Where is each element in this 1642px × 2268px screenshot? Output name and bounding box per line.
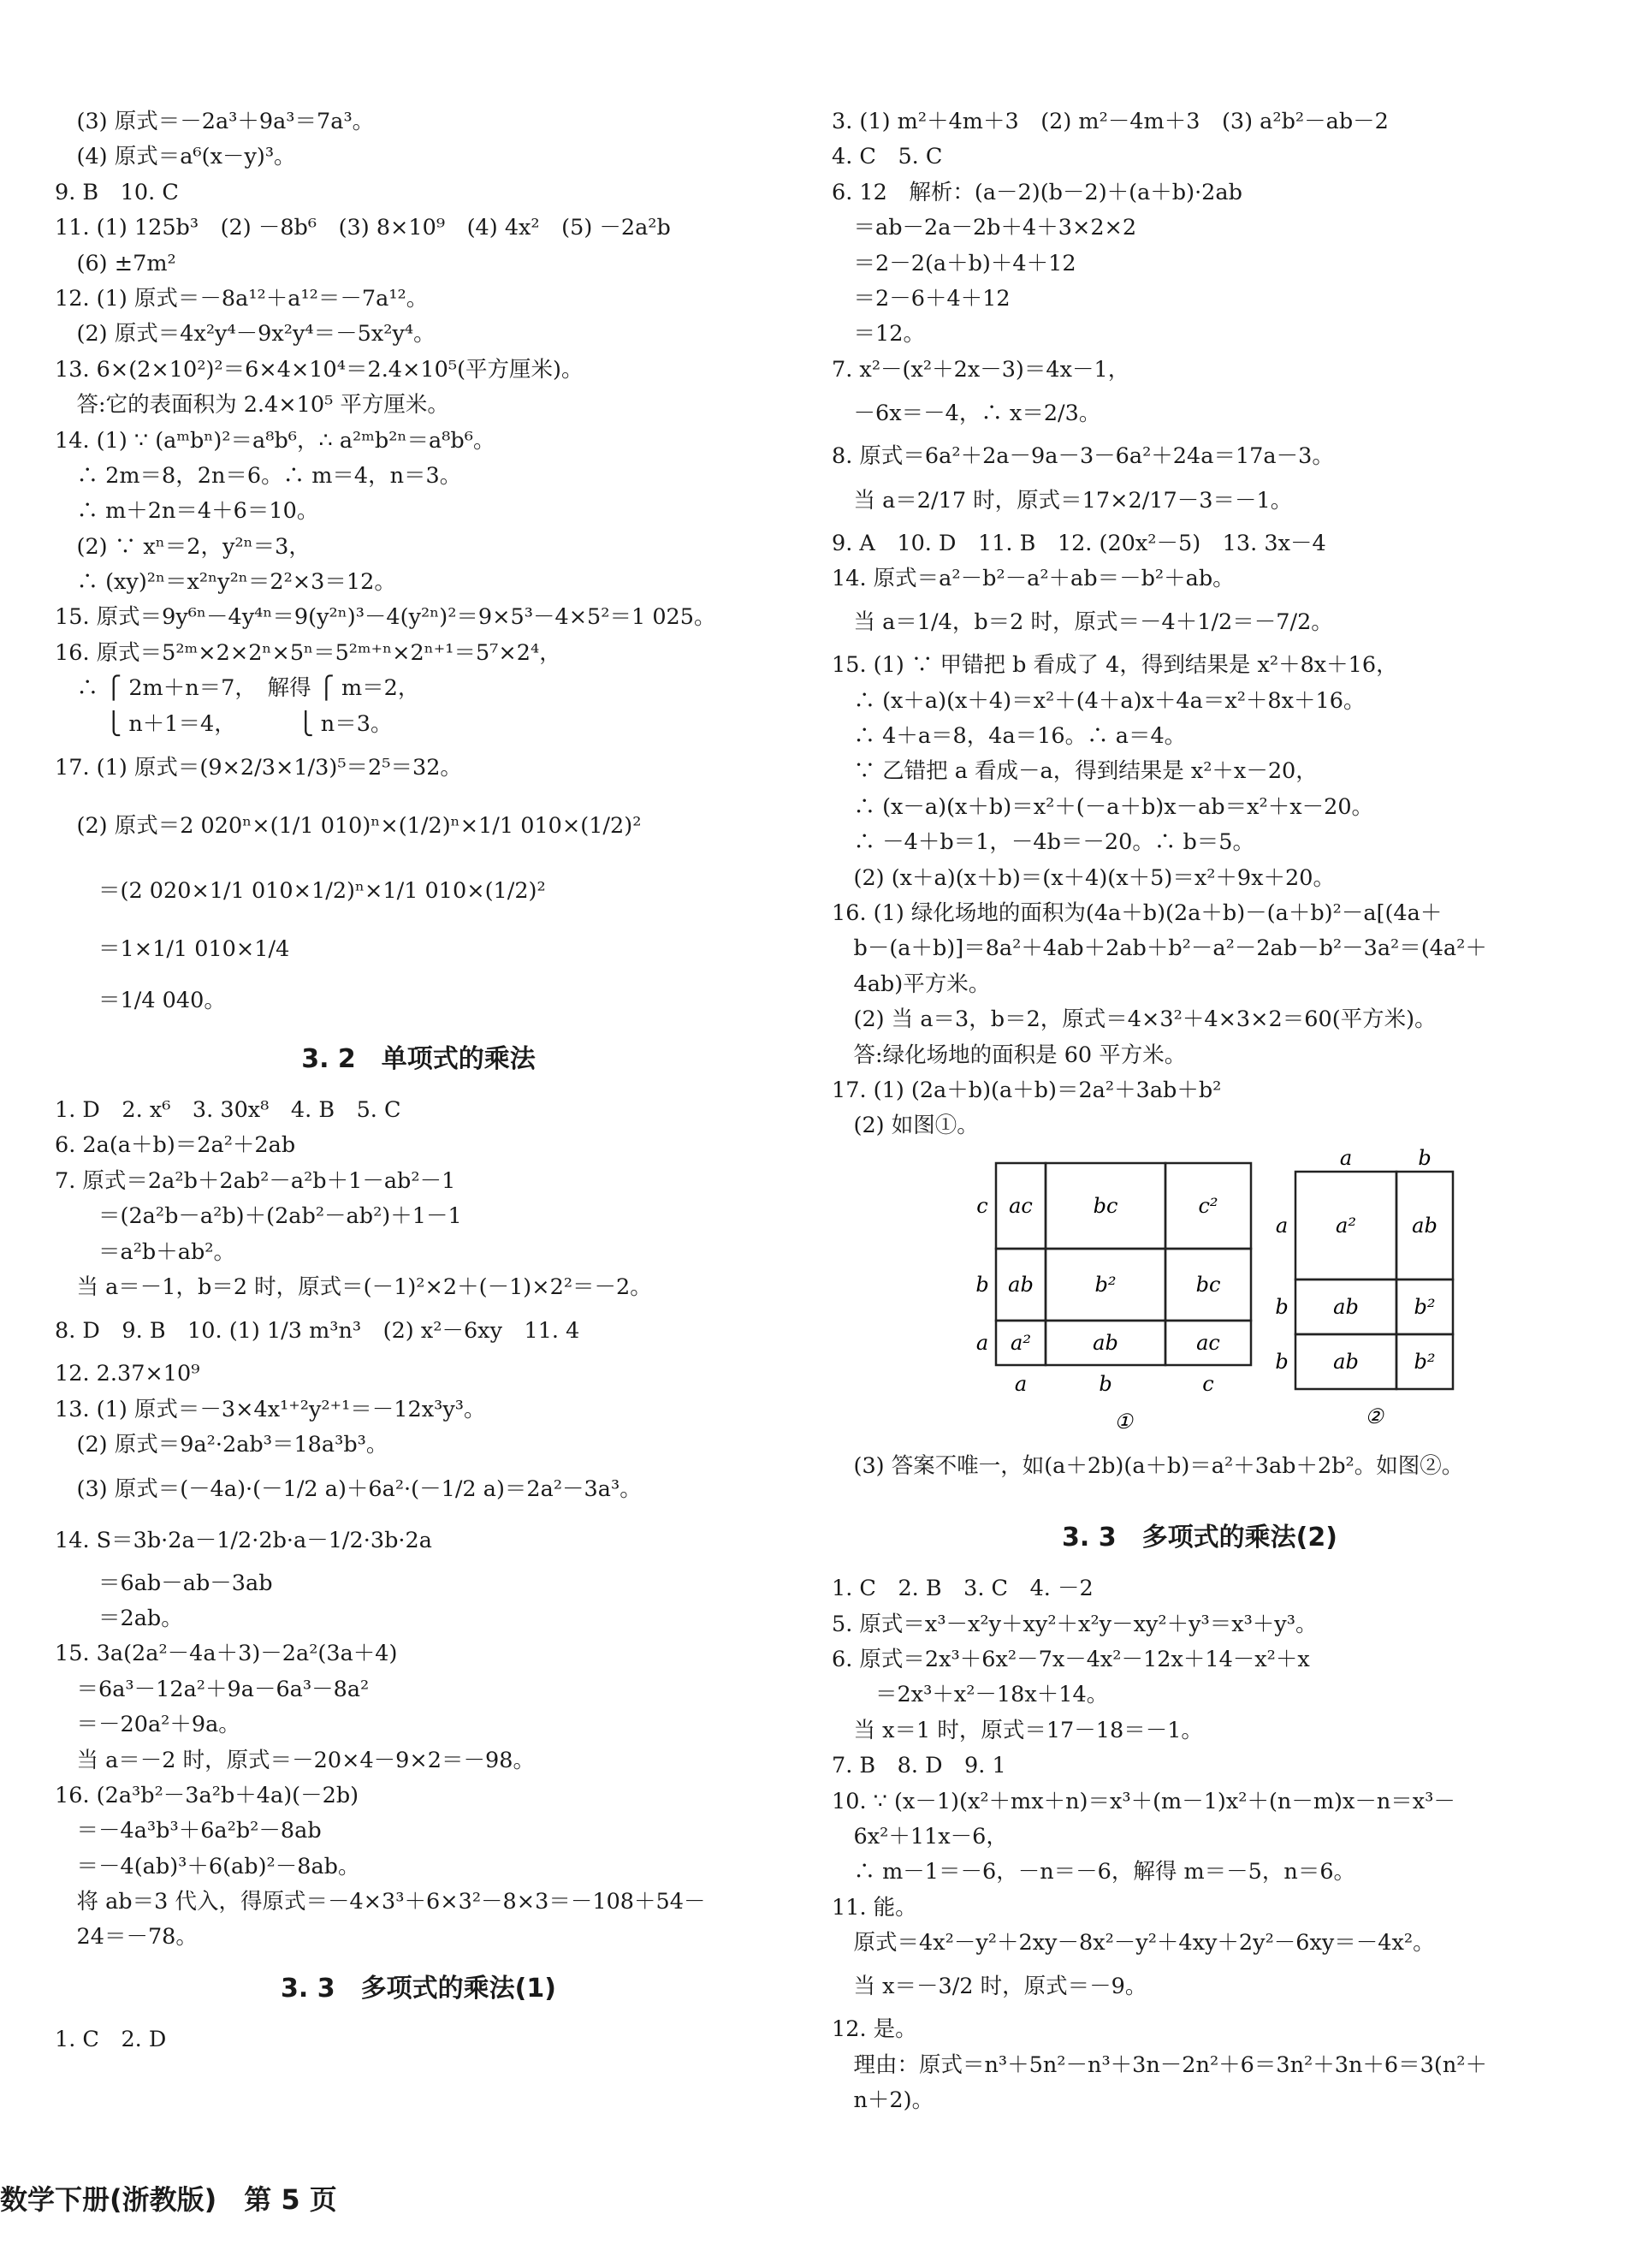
answer-line: －6x＝－4，∴ x＝2/3。 xyxy=(832,401,1101,427)
answer-line: ⎩ n＋1＝4， ⎩ n＝3。 xyxy=(55,710,393,737)
answer-line: 7. B 8. D 9. 1 xyxy=(832,1753,1006,1779)
answer-line: ＝ab－2a－2b＋4＋3×2×2 xyxy=(832,215,1137,241)
answer-line: ∴ (x－a)(x＋b)＝x²＋(－a＋b)x－ab＝x²＋x－20。 xyxy=(832,793,1374,820)
answer-line: ∴ 2m＝8，2n＝6。∴ m＝4，n＝3。 xyxy=(55,462,462,489)
answer-line: 答:它的表面积为 2.4×10⁵ 平方厘米。 xyxy=(55,392,449,419)
answer-line: 将 ab＝3 代入，得原式＝－4×3³＋6×3²－8×3＝－108＋54－ xyxy=(55,1889,706,1915)
answer-line: ∴ m－1＝－6，－n＝－6，解得 m＝－5，n＝6。 xyxy=(832,1859,1356,1885)
answer-line: ＝2ab。 xyxy=(55,1605,183,1631)
answer-line: 12. (1) 原式＝－8a¹²＋a¹²＝－7a¹²。 xyxy=(55,285,429,312)
fig1-cell-label: b² xyxy=(1094,1272,1117,1297)
answer-line: 7. 原式＝2a²b＋2ab²－a²b＋1－ab²－1 xyxy=(55,1167,456,1194)
answer-line: 8. 原式＝6a²＋2a－9a－3－6a²＋24a＝17a－3。 xyxy=(832,443,1334,470)
fig1-side-label: b xyxy=(975,1272,989,1297)
fig1-bottom-label: a xyxy=(1014,1371,1028,1396)
answer-line: ∴ (x＋a)(x＋4)＝x²＋(4＋a)x＋4a＝x²＋8x＋16。 xyxy=(832,687,1366,714)
answer-line: 1. C 2. B 3. C 4. －2 xyxy=(832,1576,1094,1602)
answer-line: ＝(2a²b－a²b)＋(2ab²－ab²)＋1－1 xyxy=(55,1203,462,1230)
answer-line: ＝2－2(a＋b)＋4＋12 xyxy=(832,250,1076,276)
fig2-cell-label: ab xyxy=(1333,1349,1359,1374)
answer-line: 24＝－78。 xyxy=(55,1924,198,1950)
answer-line: 3. (1) m²＋4m＋3 (2) m²－4m＋3 (3) a²b²－ab－2 xyxy=(832,109,1389,134)
answer-line: 16. (1) 绿化场地的面积为(4a＋b)(2a＋b)－(a＋b)²－a[(4a＋ xyxy=(832,900,1443,927)
answer-line: ＝1×1/1 010×1/4 xyxy=(55,936,290,963)
answer-line: 6. 2a(a＋b)＝2a²＋2ab xyxy=(55,1132,296,1159)
answer-line: 4. C 5. C xyxy=(832,144,943,170)
answer-line: ＝1/4 040。 xyxy=(55,988,226,1014)
answer-line: ＝6a³－12a²＋9a－6a³－8a² xyxy=(55,1676,370,1702)
answer-line: ＝－20a²＋9a。 xyxy=(55,1712,240,1738)
answer-line: 1. D 2. x⁶ 3. 30x⁸ 4. B 5. C xyxy=(55,1097,401,1124)
answer-line: 8. D 9. B 10. (1) 1/3 m³n³ (2) x²－6xy 11. 4 xyxy=(55,1318,580,1345)
fig1-cell-label: ac xyxy=(1009,1193,1033,1218)
fig2-cell-label: ab xyxy=(1412,1213,1437,1238)
answer-line: 15. 3a(2a²－4a＋3)－2a²(3a＋4) xyxy=(55,1641,398,1667)
answer-line: ＝－4a³b³＋6a²b²－8ab xyxy=(55,1818,322,1844)
answer-line: ∴ (xy)²ⁿ＝x²ⁿy²ⁿ＝2²×3＝12。 xyxy=(55,569,396,596)
answer-line: (6) ±7m² xyxy=(55,250,176,276)
area-figures xyxy=(832,1144,1568,1449)
answer-line: 1. C 2. D xyxy=(55,2026,167,2052)
answer-line: 12. 是。 xyxy=(832,2016,917,2043)
answer-line: 当 a＝－1，b＝2 时，原式＝(－1)²×2＋(－1)×2²＝－2。 xyxy=(55,1274,652,1300)
answer-line: 理由：原式＝n³＋5n²－n³＋3n－2n²＋6＝3n²＋3n＋6＝3(n²＋ xyxy=(832,2051,1487,2078)
answer-line: ＝a²b＋ab²。 xyxy=(55,1238,235,1265)
fig2-cell-label: b² xyxy=(1414,1294,1436,1319)
section-title: 3. 2 单项式的乘法 xyxy=(301,1044,536,1075)
answer-line: (3) 原式＝(－4a)·(－1/2 a)＋6a²·(－1/2 a)＝2a²－3a³。 xyxy=(55,1475,642,1502)
answer-line: (2) 当 a＝3，b＝2，原式＝4×3²＋4×3×2＝60(平方米)。 xyxy=(832,1006,1437,1033)
fig2-side-label: b xyxy=(1275,1294,1289,1319)
figure-area xyxy=(832,1144,1568,1449)
answer-line: 15. 原式＝9y⁶ⁿ－4y⁴ⁿ＝9(y²ⁿ)³－4(y²ⁿ)²＝9×5³－4×5²＝1 025。 xyxy=(55,604,716,631)
fig1-cell-label: ac xyxy=(1196,1330,1220,1355)
answer-line: ＝2－6＋4＋12 xyxy=(832,285,1011,312)
answer-line: (2) 原式＝9a²·2ab³＝18a³b³。 xyxy=(55,1432,388,1458)
answer-line: (2) 原式＝4x²y⁴－9x²y⁴＝－5x²y⁴。 xyxy=(55,321,436,347)
answer-line: (2) 原式＝2 020ⁿ×(1/1 010)ⁿ×(1/2)ⁿ×1/1 010×(1/2)² xyxy=(55,813,642,840)
answer-line: 17. (1) (2a＋b)(a＋b)＝2a²＋3ab＋b² xyxy=(832,1077,1222,1103)
fig2-side-label: a xyxy=(1275,1213,1289,1238)
answer-line: 6. 原式＝2x³＋6x²－7x－4x²－12x＋14－x²＋x xyxy=(832,1646,1310,1672)
answer-line: 14. S＝3b·2a－1/2·2b·a－1/2·3b·2a xyxy=(55,1527,432,1553)
answer-line: 15. (1) ∵ 甲错把 b 看成了 4，得到结果是 x²＋8x＋16， xyxy=(832,652,1398,679)
fig2-cell-label: a² xyxy=(1336,1213,1356,1238)
answer-line: 11. (1) 125b³ (2) －8b⁶ (3) 8×10⁹ (4) 4x² (5) －2a²b xyxy=(55,215,671,241)
section-title: 3. 3 多项式的乘法(1) xyxy=(281,1973,556,2004)
answer-line: 6x²＋11x－6， xyxy=(832,1823,1008,1849)
answer-line: 16. 原式＝5²ᵐ×2×2ⁿ×5ⁿ＝5²ᵐ⁺ⁿ×2ⁿ⁺¹＝5⁷×2⁴， xyxy=(55,639,561,666)
answer-line: 当 x＝－3/2 时，原式＝－9。 xyxy=(832,1974,1147,2000)
fig1-bottom-label: b xyxy=(1099,1371,1112,1396)
answer-line: (2) (x＋a)(x＋b)＝(x＋4)(x＋5)＝x²＋9x＋20。 xyxy=(832,864,1335,891)
answer-line: 6. 12 解析：(a－2)(b－2)＋(a＋b)·2ab xyxy=(832,179,1242,205)
answer-line: (2) 如图①。 xyxy=(832,1113,979,1139)
fig1-cell-label: ab xyxy=(1008,1272,1034,1297)
fig2-top-label: b xyxy=(1418,1145,1432,1170)
answer-line: 当 a＝2/17 时，原式＝17×2/17－3＝－1。 xyxy=(832,487,1293,514)
page-footer: 数学下册(浙教版) 第 5 页 xyxy=(0,2183,337,2216)
fig1-side-label: a xyxy=(975,1330,989,1355)
fig2-caption: ② xyxy=(1365,1404,1384,1428)
answer-line: 当 x＝1 时，原式＝17－18＝－1。 xyxy=(832,1717,1203,1743)
fig1-cell-label: bc xyxy=(1195,1272,1221,1297)
answer-line: 当 a＝1/4，b＝2 时，原式＝－4＋1/2＝－7/2。 xyxy=(832,609,1333,636)
answer-line: 13. (1) 原式＝－3×4x¹⁺²y²⁺¹＝－12x³y³。 xyxy=(55,1396,486,1422)
answer-line: 7. x²－(x²＋2x－3)＝4x－1， xyxy=(832,356,1130,383)
fig1-cell-label: ab xyxy=(1093,1330,1118,1355)
answer-line: 9. B 10. C xyxy=(55,179,179,205)
section-title: 3. 3 多项式的乘法(2) xyxy=(1062,1523,1337,1553)
answer-line: 答:绿化场地的面积是 60 平方米。 xyxy=(832,1042,1187,1068)
fig1-side-label: c xyxy=(976,1193,988,1218)
answer-line: (3) 答案不唯一，如(a＋2b)(a＋b)＝a²＋3ab＋2b²。如图②。 xyxy=(832,1452,1464,1479)
answer-line: ∴ ⎧ 2m＋n＝7， 解得 ⎧ m＝2， xyxy=(55,675,420,702)
answer-line: ＝－4(ab)³＋6(ab)²－8ab。 xyxy=(55,1853,360,1879)
answer-line: 11. 能。 xyxy=(832,1894,917,1921)
answer-line: 13. 6×(2×10²)²＝6×4×10⁴＝2.4×10⁵(平方厘米)。 xyxy=(55,356,584,383)
answer-line: 14. (1) ∵ (aᵐbⁿ)²＝a⁸b⁶，∴ a²ᵐb²ⁿ＝a⁸b⁶。 xyxy=(55,427,495,454)
answer-line: 12. 2.37×10⁹ xyxy=(55,1361,200,1387)
fig2-top-label: a xyxy=(1339,1145,1353,1170)
fig1-cell-label: bc xyxy=(1093,1193,1118,1218)
answer-line: (2) ∵ xⁿ＝2，y²ⁿ＝3， xyxy=(55,533,311,560)
answer-line: ∵ 乙错把 a 看成－a，得到结果是 x²＋x－20， xyxy=(832,758,1318,785)
answer-line: 当 a＝－2 时，原式＝－20×4－9×2＝－98。 xyxy=(55,1747,535,1773)
spacer xyxy=(832,1484,1568,1505)
answer-line: (4) 原式＝a⁶(x－y)³。 xyxy=(55,144,296,170)
fig1-cell-label: a² xyxy=(1011,1330,1031,1355)
answer-line: 14. 原式＝a²－b²－a²＋ab＝－b²＋ab。 xyxy=(832,565,1235,591)
answer-line: ＝6ab－ab－3ab xyxy=(55,1570,273,1596)
answer-line: 5. 原式＝x³－x²y＋xy²＋x²y－xy²＋y³＝x³＋y³。 xyxy=(832,1611,1318,1637)
left-column xyxy=(55,104,782,2057)
answer-line: ∴ －4＋b＝1，－4b＝－20。∴ b＝5。 xyxy=(832,829,1255,856)
answer-line: ＝12。 xyxy=(832,321,925,347)
fig2-cell-label: ab xyxy=(1333,1294,1359,1319)
answer-line: 16. (2a³b²－3a²b＋4a)(－2b) xyxy=(55,1782,359,1808)
fig1-cell-label: c² xyxy=(1198,1193,1218,1218)
answer-line: ∴ m＋2n＝4＋6＝10。 xyxy=(55,498,319,525)
answer-line: ＝2x³＋x²－18x＋14。 xyxy=(832,1682,1109,1708)
answer-line: (3) 原式＝－2a³＋9a³＝7a³。 xyxy=(55,109,375,134)
answer-line: 9. A 10. D 11. B 12. (20x²－5) 13. 3x－4 xyxy=(832,530,1326,556)
fig2-side-label: b xyxy=(1275,1349,1289,1374)
answer-line: 10. ∵ (x－1)(x²＋mx＋n)＝x³＋(m－1)x²＋(n－m)x－n＝x³－ xyxy=(832,1788,1455,1814)
right-column xyxy=(832,104,1568,2119)
answer-line: 17. (1) 原式＝(9×2/3×1/3)⁵＝2⁵＝32。 xyxy=(55,755,462,781)
fig1-caption: ① xyxy=(1114,1409,1133,1434)
answer-line: 4ab)平方米。 xyxy=(832,971,991,997)
answer-line: n＋2)。 xyxy=(832,2087,934,2114)
fig2-cell-label: b² xyxy=(1414,1349,1436,1374)
answer-line: ＝(2 020×1/1 010×1/2)ⁿ×1/1 010×(1/2)² xyxy=(55,878,546,905)
answer-line: b－(a＋b)]＝8a²＋4ab＋2ab＋b²－a²－2ab－b²－3a²＝(4a²＋ xyxy=(832,935,1487,962)
answer-line: ∴ 4＋a＝8，4a＝16。∴ a＝4。 xyxy=(832,723,1187,750)
answer-line: 原式＝4x²－y²＋2xy－8x²－y²＋4xy＋2y²－6xy＝－4x²。 xyxy=(832,1930,1435,1956)
fig1-bottom-label: c xyxy=(1202,1371,1214,1396)
